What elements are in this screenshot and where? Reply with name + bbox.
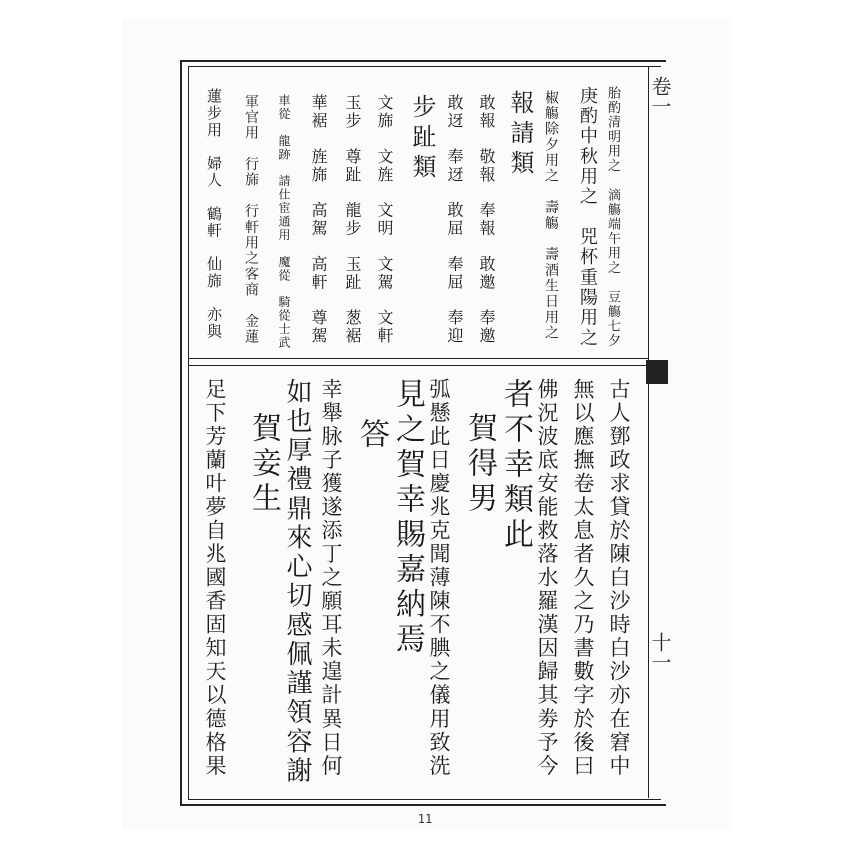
fold-fishtail-mark	[646, 360, 668, 384]
section-heading: 賀得男	[462, 412, 497, 517]
text-column: 胎酌清明用之 滴觴端午用之 豆觴七夕	[605, 86, 620, 349]
section-divider	[188, 358, 648, 366]
text-column: 弧懸此日慶兆克聞薄陳不腆之儀用致洗	[427, 378, 451, 778]
text-column: 軍官用 行旆 行軒用之客商 金蓮	[243, 94, 259, 345]
category-heading: 步趾類	[408, 94, 436, 184]
text-column: 如也厚禮鼎來心切感佩謹領容謝	[282, 378, 312, 786]
text-column: 敢迓 奉迓 敢屈 奉屈 奉迎	[445, 94, 464, 345]
section-heading: 賀妾生	[246, 412, 281, 517]
text-column: 蓮步用 婦人 鶴軒 仙旆 亦與	[205, 88, 223, 340]
text-column: 文旆 文旌 文明 文駕 文軒	[375, 94, 394, 345]
text-column: 玉步 尊趾 龍步 玉趾 葱裾	[343, 94, 362, 345]
section-heading: 答	[354, 418, 389, 453]
text-column: 者不幸類此	[498, 378, 533, 553]
text-column: 庚酌中秋用之 兕杯重陽用之	[577, 86, 598, 349]
text-column: 敢報 敬報 奉報 敢邀 奉邀	[477, 94, 496, 345]
text-column: 無以應撫卷太息者久之乃書數字於後曰	[571, 378, 595, 778]
fold-page-marker: 十一	[648, 632, 672, 672]
text-column: 華裾 旌旆 高駕 高軒 尊駕	[309, 94, 328, 345]
text-column: 見之賀幸賜嘉納焉	[390, 378, 425, 658]
text-column: 古人鄧政求貸於陳白沙時白沙亦在窘中	[607, 378, 631, 778]
fold-title: 卷一	[648, 76, 672, 116]
text-column: 足下芳蘭叶夢自兆國香固知天以德格果	[203, 378, 227, 778]
category-heading: 報請類	[506, 90, 534, 180]
text-column: 椒觴除夕用之 壽觴 壽酒生日用之	[543, 90, 559, 341]
text-column: 佛況波底安能救落水羅漢因歸其劵予今	[535, 378, 559, 778]
page-number: 11	[417, 812, 433, 826]
text-column: 幸舉脉子獲遂添丁之願耳未遑計異日何	[319, 378, 343, 778]
fold-strip	[648, 66, 671, 798]
text-column: 車從 龍跡 請仕宦通用 魔從 騎從士武	[277, 94, 291, 350]
